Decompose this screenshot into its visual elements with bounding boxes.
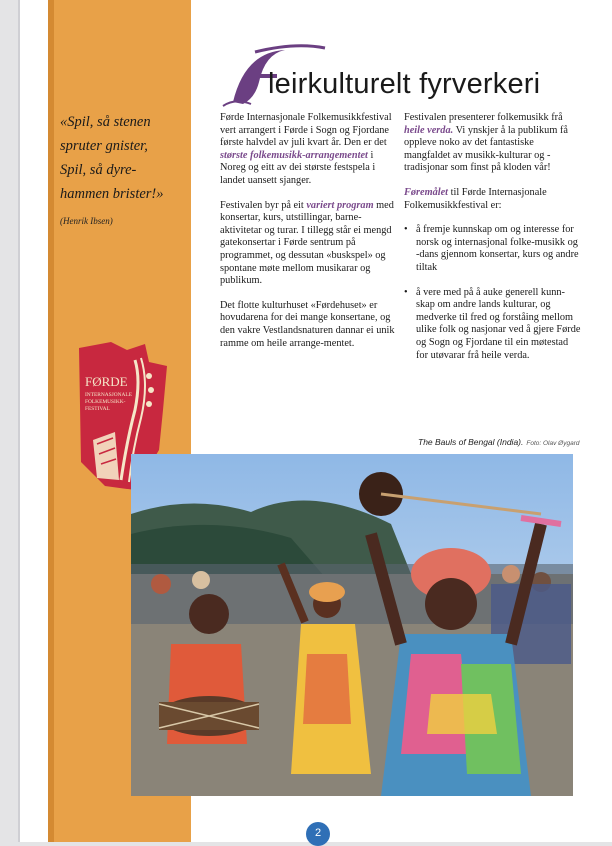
highlight-text: heile verda. (404, 124, 454, 136)
svg-text:FESTIVAL: FESTIVAL (85, 406, 110, 412)
text-run: til Førde Internasjonale Folkemusikkfestival er: (404, 186, 547, 211)
paragraph (220, 200, 398, 288)
highlight-text: største folkemusikk-arrangementet (220, 149, 368, 161)
left-text-column (220, 112, 398, 362)
quote-line: hammen brister!» (60, 186, 164, 202)
text-run: Førde Internasjonale Folkemusikkfestival vert arrangert i Førde i Sogn og Fjordane første halvdel av juli kvart år. Den er det (220, 112, 392, 149)
text-run: Vi ynskjer å la publikum få oppleve noko av det fantastiske mangfaldet av musikk-kulturar og -tradisjonar som finst på kloden vår! (404, 124, 568, 174)
text-run: i Noreg og eitt av dei største festspela i landet uansett sjanger. (220, 149, 376, 186)
paragraph (404, 187, 582, 212)
caption-text: The Bauls of Bengal (India). (418, 437, 524, 447)
list-item-text: å vere med på å auke generell kunn-skap om andre lands kulturar, og medverke til fred og forståing mellom ulike folk og nasjonar ved å gjere Førde og Sogn og Fjordane til ein møtestad for utøvarar frå heile verda. (416, 286, 581, 361)
ibsen-quote (60, 110, 180, 206)
quote-line: Spil, så dyre- (60, 162, 137, 178)
text-run: Festivalen byr på eit (220, 199, 307, 211)
bullet-icon: • (404, 286, 408, 298)
quote-line: spruter gnister, (60, 138, 148, 154)
goals-list (404, 224, 582, 362)
right-text-column (404, 112, 582, 374)
svg-text:INTERNASJONALE: INTERNASJONALE (85, 392, 133, 398)
paragraph: Det flotte kulturhuset «Førdehuset» er hovudarena for dei mange konsertane, og den vakre Vestlandsnaturen dannar ei unik ramme om heile arrange-mentet. (220, 299, 395, 349)
text-run: Festivalen presenterer folkemusikk frå (404, 112, 563, 123)
title-rest: leirkulturelt fyrverkeri (268, 68, 541, 100)
highlight-text: Føremålet (404, 186, 449, 198)
page-title (268, 68, 540, 101)
paragraph (220, 112, 398, 188)
photo-caption (418, 437, 579, 447)
svg-text:FOLKEMUSIKK-: FOLKEMUSIKK- (85, 399, 126, 405)
highlight-text: variert program (306, 199, 374, 211)
list-item (404, 224, 582, 274)
paragraph (404, 112, 582, 175)
festival-photo (131, 454, 573, 796)
page-number-badge: 2 (306, 822, 330, 846)
musicians-parade-image (131, 454, 573, 796)
list-item-text: å fremje kunnskap om og interesse for norsk og internasjonal folke-musikk og -dans gjennom konsertar, kurs og andre tiltak (416, 224, 579, 273)
photo-credit: Foto: Olav Øygard (526, 440, 580, 447)
text-run: med konsertar, kurs, utstillingar, barne-aktivitetar og turar. I tillegg står ei mengd gatekonsertar i Førde sentrum på programmet, og dessutan «buskspel» og spontane møte mellom musikarar og publikum. (220, 199, 394, 287)
quote-line: «Spil, så stenen (60, 114, 151, 130)
quote-author: (Henrik Ibsen) (60, 216, 113, 226)
svg-text:FØRDE: FØRDE (85, 374, 128, 389)
sidebar-band-edge (48, 0, 54, 842)
list-item (404, 287, 582, 363)
bullet-icon: • (404, 224, 408, 236)
